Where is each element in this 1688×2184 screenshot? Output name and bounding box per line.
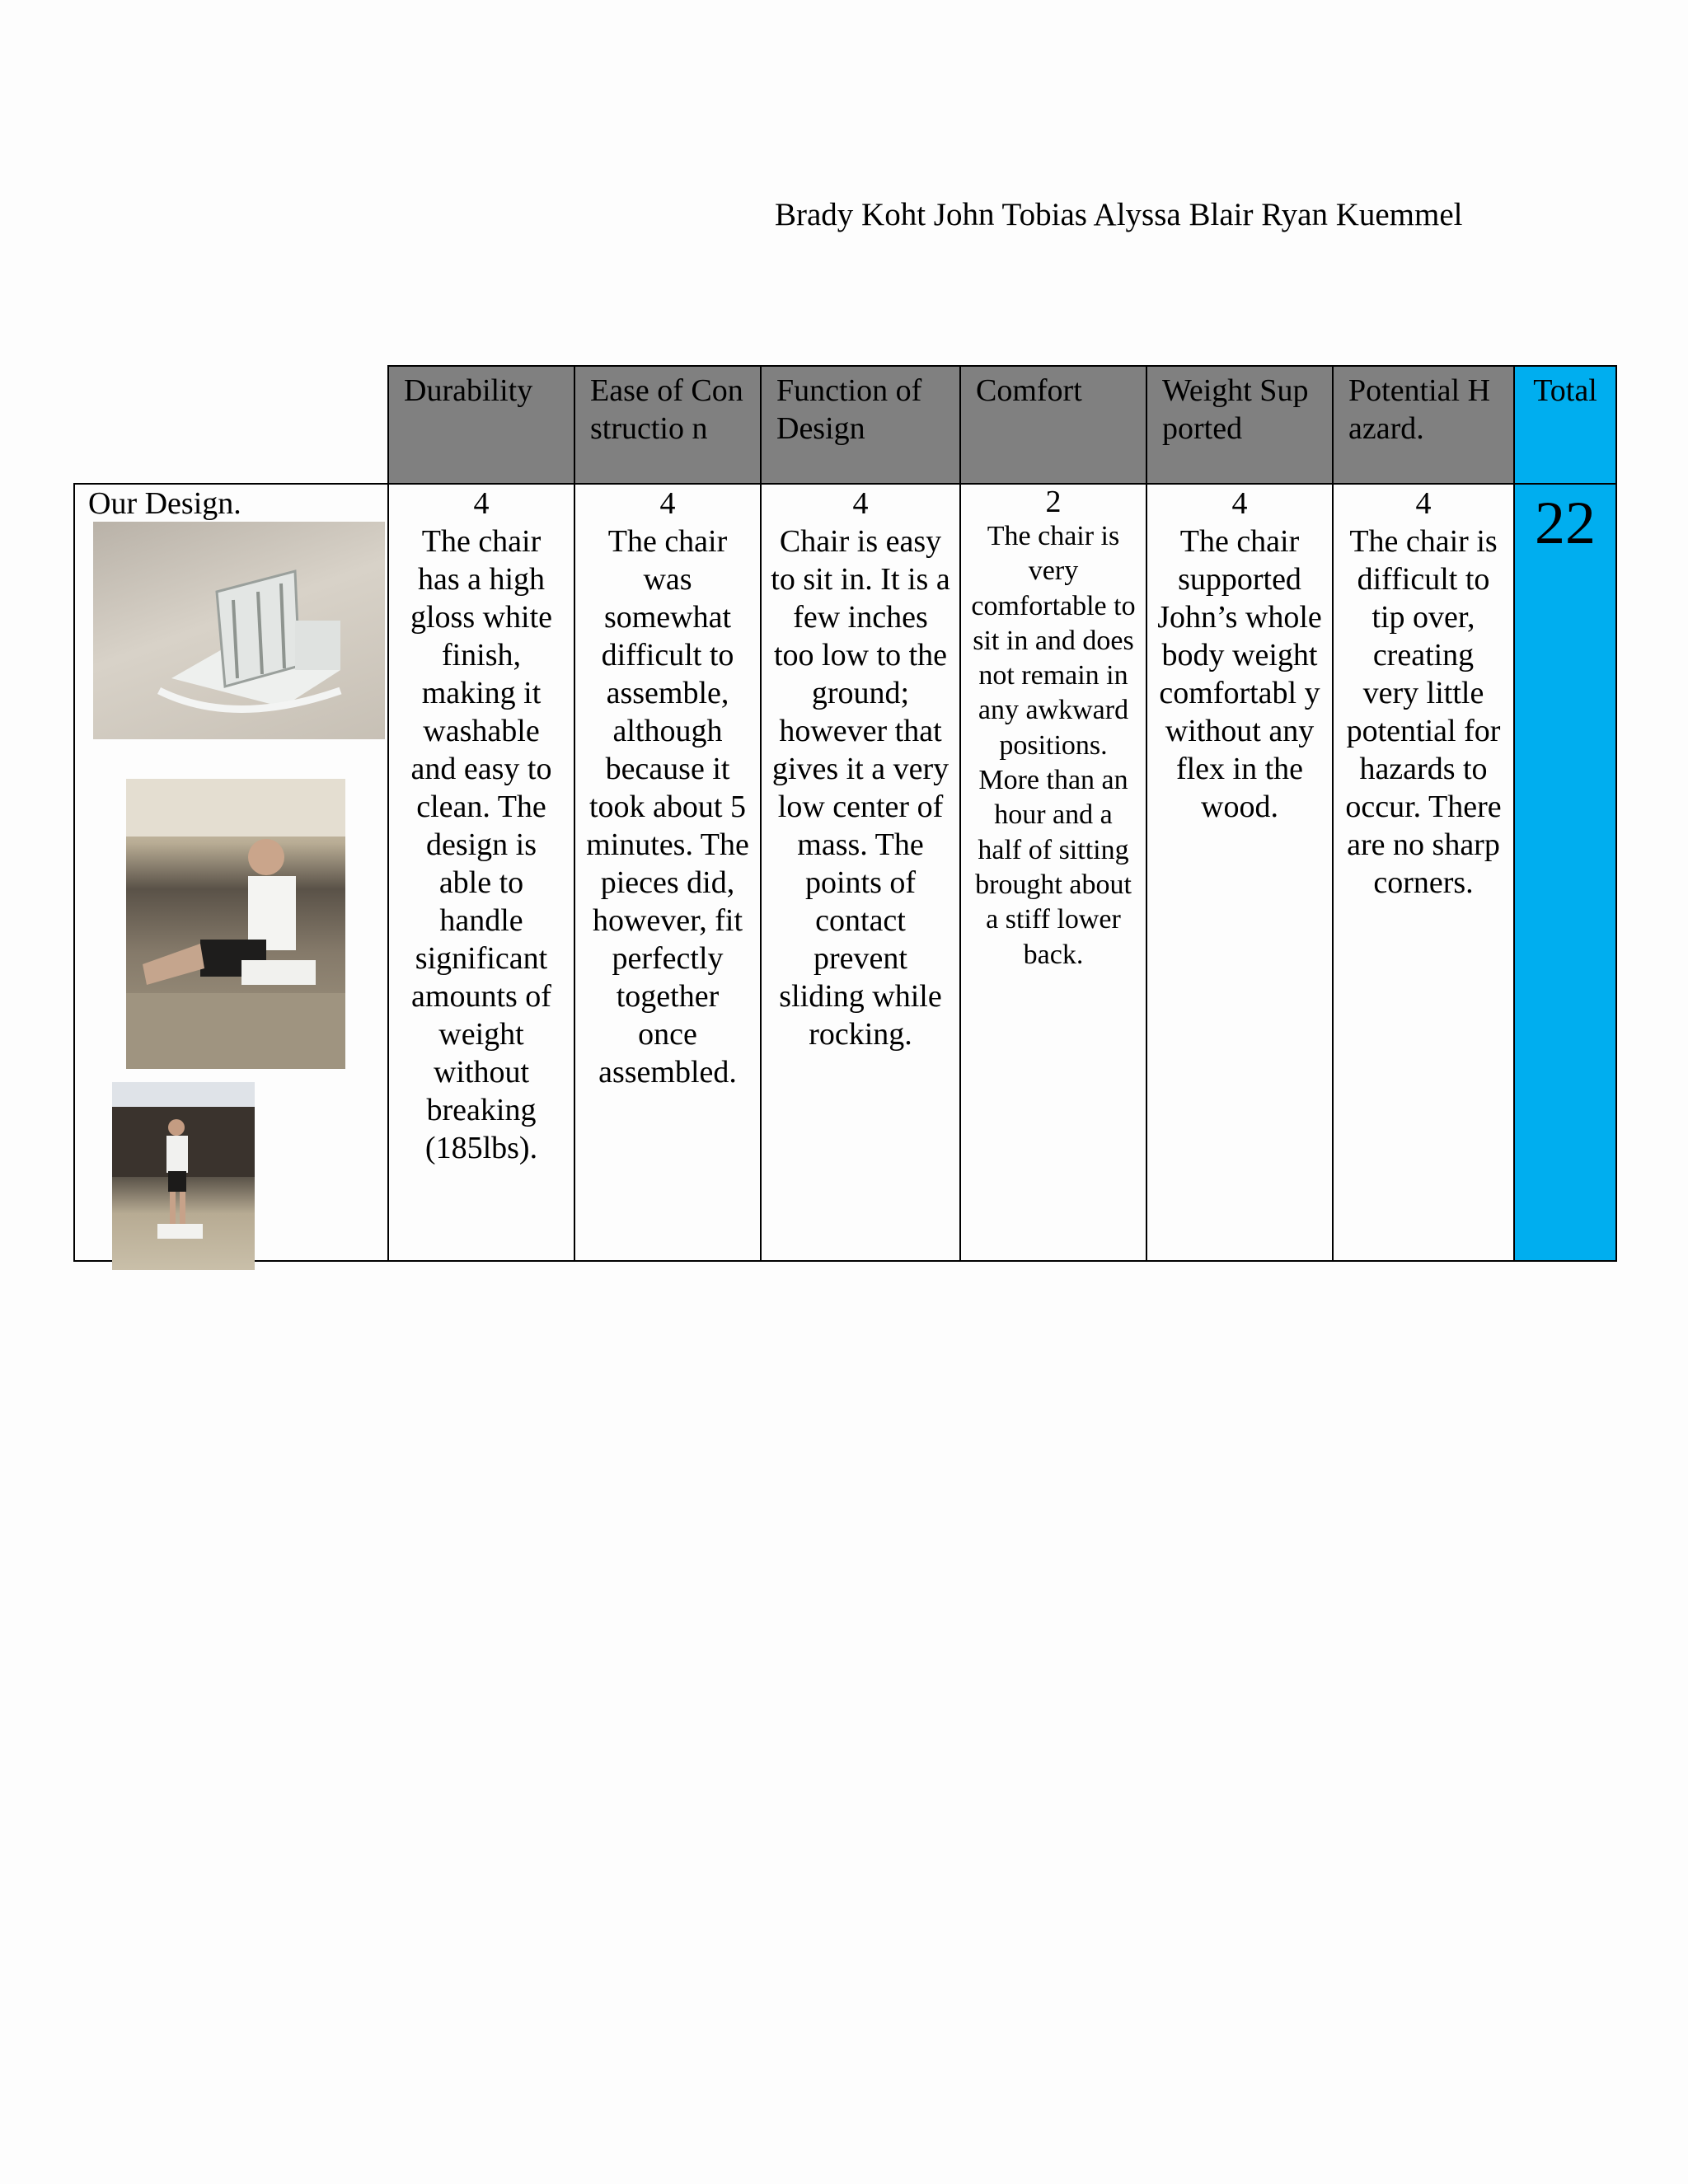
design-cell xyxy=(74,484,388,1261)
header-ease-of-construction: Ease of Constructio n xyxy=(574,366,761,484)
durability-score: 4 xyxy=(473,486,490,521)
rubric-table xyxy=(73,365,1617,1262)
comfort-text: The chair is very comfortable to sit in and does not remain in any awkward positions. More than an hour and a half of sitting brought about a stiff lower back. xyxy=(971,521,1136,970)
ease-of-construction-text: The chair was somewhat difficult to assemble, although because it took about 5 minutes. The pieces did, however, fit perfectly together once assembled. xyxy=(586,524,749,1090)
header-weight-supported: Weight Supported xyxy=(1146,366,1333,484)
total-cell xyxy=(1514,484,1616,1261)
weight-supported-score: 4 xyxy=(1231,486,1248,521)
chair-photo xyxy=(93,522,385,739)
potential-hazard-score: 4 xyxy=(1415,486,1432,521)
person-standing-photo xyxy=(112,1082,255,1270)
weight-supported-text: The chair supported John’s whole body weight comfortabl y without any flex in the wood. xyxy=(1157,524,1322,824)
durability-text: The chair has a high gloss white finish, making it washable and easy to clean. The design is able to handle significant amounts of weight without breaking (185lbs). xyxy=(410,524,553,1165)
potential-hazard-cell xyxy=(1333,484,1514,1261)
ease-of-construction-cell xyxy=(574,484,761,1261)
comfort-score: 2 xyxy=(1045,485,1062,519)
design-label: Our Design. xyxy=(88,486,241,521)
person-sitting-photo xyxy=(126,779,345,1069)
design-row xyxy=(74,484,1616,1261)
header-potential-hazard: Potential Hazard. xyxy=(1333,366,1514,484)
total-value: 22 xyxy=(1535,490,1596,557)
ease-of-construction-score: 4 xyxy=(659,486,676,521)
header-total: Total xyxy=(1514,366,1616,484)
comfort-cell xyxy=(960,484,1146,1261)
function-of-design-score: 4 xyxy=(852,486,869,521)
header-durability: Durability xyxy=(388,366,574,484)
potential-hazard-text: The chair is difficult to tip over, creating very little potential for hazards to occur. There are no sharp corners. xyxy=(1345,524,1502,900)
header-comfort: Comfort xyxy=(960,366,1146,484)
function-of-design-cell xyxy=(761,484,960,1261)
function-of-design-text: Chair is easy to sit in. It is a few inches too low to the ground; however that gives it a very low center of mass. The points of contact prevent sliding while rocking. xyxy=(771,524,950,1052)
authors-line: Brady Koht John Tobias Alyssa Blair Ryan Kuemmel xyxy=(775,197,1463,232)
durability-cell xyxy=(388,484,574,1261)
header-function-of-design: Function of Design xyxy=(761,366,960,484)
corner-blank xyxy=(74,366,388,484)
header-row xyxy=(74,366,1616,484)
weight-supported-cell xyxy=(1146,484,1333,1261)
